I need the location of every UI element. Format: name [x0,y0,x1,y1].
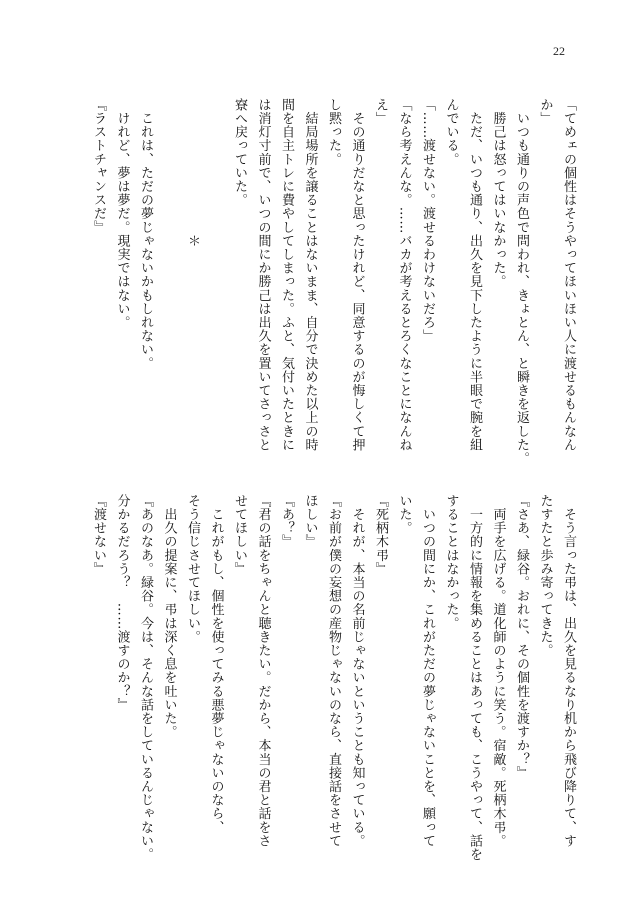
text-line: 出久の提案に、弔は深く息を吐いた。 [161,494,177,739]
text-line: これがもし、個性を使ってみる悪夢じゃないのなら、 [208,494,224,834]
text-line [204,98,228,448]
text-line: 両手を広げる。道化師のように笑う。宿敵。死柄木弔。 [490,494,506,848]
text-line: することはなかった。 [443,494,459,630]
text-line: いつの間にか、これがただの夢じゃないことを、願って [420,494,435,848]
text-line: いた。 [396,494,412,535]
text-line: 『さあ、緑谷。おれに、その個性を渡すか？』 [514,494,529,780]
text-line: 間を自主トレに費やしてしまった。ふと、気付いたときに [279,98,294,452]
text-line: え」 [373,98,388,126]
lower-text-block [87,494,581,862]
text-line: は消灯寸前で、いつの間にか勝己は出久を置いてさっさと [255,98,271,452]
text-line: 『あのなあ。緑谷。今は、そんな話をしているんじゃない。 [138,494,153,862]
text-line: 勝己は怒ってはいなかった。 [490,98,506,289]
upper-text-block [87,98,581,466]
text-line: ただ、いつも通り、出久を見下したように半眼で腕を組 [467,98,482,452]
text-line: 『あ？』 [279,494,294,549]
text-line: これは、ただの夢じゃないかもしれない。 [138,98,153,370]
text-line: ＊ [185,98,200,248]
text-line: 「なら考えんな。……バカが考えるとろくなことになんね [396,98,412,452]
text-line: 『渡せない』 [91,494,106,576]
text-line: 「てめェの個性はそうやってほいほい人に渡せるもんなん [561,98,576,452]
text-line: けれど、夢は夢だ。現実ではない。 [114,98,130,330]
text-line: 結局場所を譲ることはないまま、自分で決めた以上の時 [302,98,318,452]
text-line: その通りだなと思ったけれど、同意するのが悔しくて押 [349,98,365,452]
text-line: 『ラストチャンスだ』 [91,98,106,234]
text-line [157,98,181,448]
text-line: そう言った弔は、出久を見るなり机から飛び降りて、す [561,494,576,848]
text-line: ほしい』 [302,494,318,549]
text-line: 一方的に情報を集めることはあっても、こうやって、話を [467,494,482,862]
text-line: それが、本当の名前じゃないということも知っている。 [349,494,365,848]
text-line: 「……渡せない。渡せるわけないだろ」 [420,98,435,343]
page-number: 22 [553,44,565,58]
text-line: んでいる。 [443,98,459,166]
text-line: そう信じさせてほしい。 [185,494,200,644]
text-line: し黙った。 [326,98,341,166]
text-line: 『お前が僕の妄想の産物じゃないのなら、直接話をさせて [326,494,341,848]
text-line: 寮へ戻っていた。 [232,98,247,207]
text-line: いつも通りの声色で問われ、きょとん、と瞬きを返した。 [514,98,529,466]
text-line: たすたと歩み寄ってきた。 [537,494,553,658]
text-line: か」 [537,98,553,126]
text-line: 『君の話をちゃんと聴きたい。だから、本当の君と話をさ [255,494,271,848]
text-line: せてほしい』 [232,494,247,576]
text-line: 『死柄木弔』 [373,494,388,576]
text-line: 分かるだろう？ ……渡すのか？』 [114,494,130,712]
